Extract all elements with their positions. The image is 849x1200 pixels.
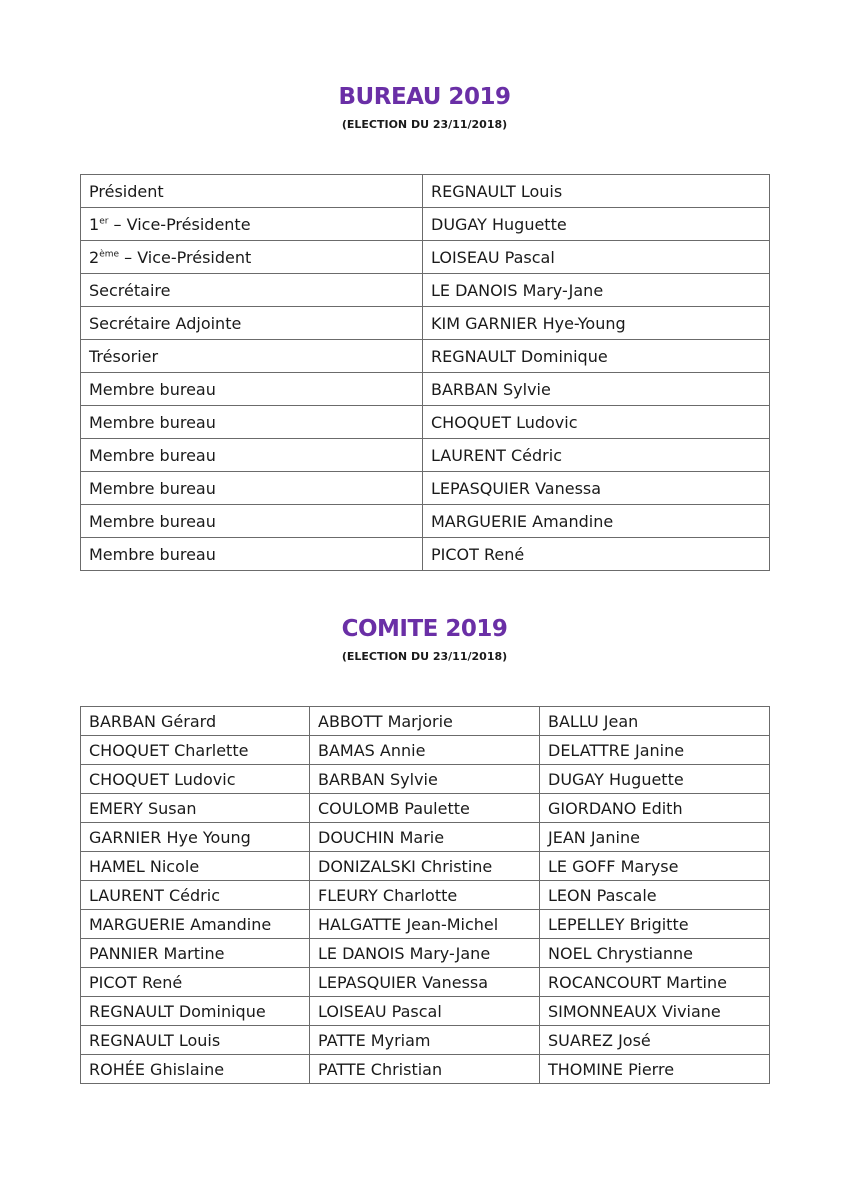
- comite-title: COMITE 2019: [341, 616, 508, 642]
- role-cell: Trésorier: [81, 340, 423, 373]
- member-name-cell: DELATTRE Janine: [540, 736, 770, 765]
- member-name-cell: LAURENT Cédric: [423, 439, 770, 472]
- table-row: [81, 794, 770, 823]
- member-name-cell: HALGATTE Jean-Michel: [310, 910, 540, 939]
- member-name-cell: DOUCHIN Marie: [310, 823, 540, 852]
- table-row: [81, 175, 770, 208]
- member-name-cell: CHOQUET Ludovic: [423, 406, 770, 439]
- role-cell: Membre bureau: [81, 472, 423, 505]
- role-cell: Président: [81, 175, 423, 208]
- member-name-cell: LEPASQUIER Vanessa: [423, 472, 770, 505]
- member-name-cell: BAMAS Annie: [310, 736, 540, 765]
- member-name-cell: REGNAULT Dominique: [81, 997, 310, 1026]
- table-row: [81, 241, 770, 274]
- table-row: [81, 439, 770, 472]
- member-name-cell: BARBAN Sylvie: [310, 765, 540, 794]
- member-name-cell: PATTE Christian: [310, 1055, 540, 1084]
- member-name-cell: BARBAN Sylvie: [423, 373, 770, 406]
- member-name-cell: BALLU Jean: [540, 707, 770, 736]
- role-cell: Membre bureau: [81, 373, 423, 406]
- table-row: [81, 538, 770, 571]
- table-row: [81, 881, 770, 910]
- member-name-cell: REGNAULT Louis: [81, 1026, 310, 1055]
- table-row: [81, 373, 770, 406]
- member-name-cell: SIMONNEAUX Viviane: [540, 997, 770, 1026]
- table-row: [81, 472, 770, 505]
- role-cell: Membre bureau: [81, 538, 423, 571]
- member-name-cell: NOEL Chrystianne: [540, 939, 770, 968]
- member-name-cell: GIORDANO Edith: [540, 794, 770, 823]
- member-name-cell: LE GOFF Maryse: [540, 852, 770, 881]
- member-name-cell: LOISEAU Pascal: [310, 997, 540, 1026]
- member-name-cell: REGNAULT Louis: [423, 175, 770, 208]
- member-name-cell: DUGAY Huguette: [540, 765, 770, 794]
- table-row: [81, 852, 770, 881]
- member-name-cell: ROCANCOURT Martine: [540, 968, 770, 997]
- table-row: [81, 274, 770, 307]
- table-row: [81, 340, 770, 373]
- member-name-cell: ROHÉE Ghislaine: [81, 1055, 310, 1084]
- member-name-cell: BARBAN Gérard: [81, 707, 310, 736]
- role-cell: [81, 208, 423, 241]
- role-cell: Membre bureau: [81, 406, 423, 439]
- comite-election-date: (ELECTION DU 23/11/2018): [341, 650, 508, 663]
- member-name-cell: CHOQUET Ludovic: [81, 765, 310, 794]
- member-name-cell: LEPASQUIER Vanessa: [310, 968, 540, 997]
- member-name-cell: LE DANOIS Mary-Jane: [423, 274, 770, 307]
- table-row: [81, 939, 770, 968]
- member-name-cell: PICOT René: [423, 538, 770, 571]
- member-name-cell: MARGUERIE Amandine: [81, 910, 310, 939]
- table-row: [81, 910, 770, 939]
- bureau-table: [80, 174, 770, 571]
- member-name-cell: KIM GARNIER Hye-Young: [423, 307, 770, 340]
- bureau-election-date: (ELECTION DU 23/11/2018): [341, 118, 508, 131]
- role-cell: Secrétaire Adjointe: [81, 307, 423, 340]
- member-name-cell: DUGAY Huguette: [423, 208, 770, 241]
- role-cell: Secrétaire: [81, 274, 423, 307]
- role-ordinal-suffix: er: [99, 216, 109, 227]
- table-row: [81, 823, 770, 852]
- role-ordinal: 2: [89, 247, 100, 267]
- table-row: [81, 707, 770, 736]
- member-name-cell: PATTE Myriam: [310, 1026, 540, 1055]
- member-name-cell: HAMEL Nicole: [81, 852, 310, 881]
- member-name-cell: JEAN Janine: [540, 823, 770, 852]
- member-name-cell: LEON Pascale: [540, 881, 770, 910]
- role-cell: Membre bureau: [81, 439, 423, 472]
- member-name-cell: EMERY Susan: [81, 794, 310, 823]
- table-row: [81, 1026, 770, 1055]
- table-row: [81, 968, 770, 997]
- role-ordinal: 1: [89, 214, 100, 234]
- member-name-cell: SUAREZ José: [540, 1026, 770, 1055]
- table-row: [81, 765, 770, 794]
- table-row: [81, 307, 770, 340]
- role-label: – Vice-Président: [119, 247, 252, 267]
- member-name-cell: LAURENT Cédric: [81, 881, 310, 910]
- member-name-cell: COULOMB Paulette: [310, 794, 540, 823]
- member-name-cell: CHOQUET Charlette: [81, 736, 310, 765]
- member-name-cell: LE DANOIS Mary-Jane: [310, 939, 540, 968]
- member-name-cell: REGNAULT Dominique: [423, 340, 770, 373]
- role-cell: [81, 241, 423, 274]
- role-cell: Membre bureau: [81, 505, 423, 538]
- bureau-title: BUREAU 2019: [338, 84, 511, 110]
- member-name-cell: PICOT René: [81, 968, 310, 997]
- member-name-cell: DONIZALSKI Christine: [310, 852, 540, 881]
- table-row: [81, 208, 770, 241]
- table-row: [81, 736, 770, 765]
- member-name-cell: THOMINE Pierre: [540, 1055, 770, 1084]
- member-name-cell: GARNIER Hye Young: [81, 823, 310, 852]
- member-name-cell: PANNIER Martine: [81, 939, 310, 968]
- role-ordinal-suffix: ème: [99, 249, 120, 260]
- table-row: [81, 997, 770, 1026]
- member-name-cell: FLEURY Charlotte: [310, 881, 540, 910]
- member-name-cell: MARGUERIE Amandine: [423, 505, 770, 538]
- table-row: [81, 1055, 770, 1084]
- table-row: [81, 406, 770, 439]
- member-name-cell: LEPELLEY Brigitte: [540, 910, 770, 939]
- table-row: [81, 505, 770, 538]
- member-name-cell: LOISEAU Pascal: [423, 241, 770, 274]
- comite-table: [80, 706, 770, 1084]
- member-name-cell: ABBOTT Marjorie: [310, 707, 540, 736]
- role-label: – Vice-Présidente: [108, 214, 251, 234]
